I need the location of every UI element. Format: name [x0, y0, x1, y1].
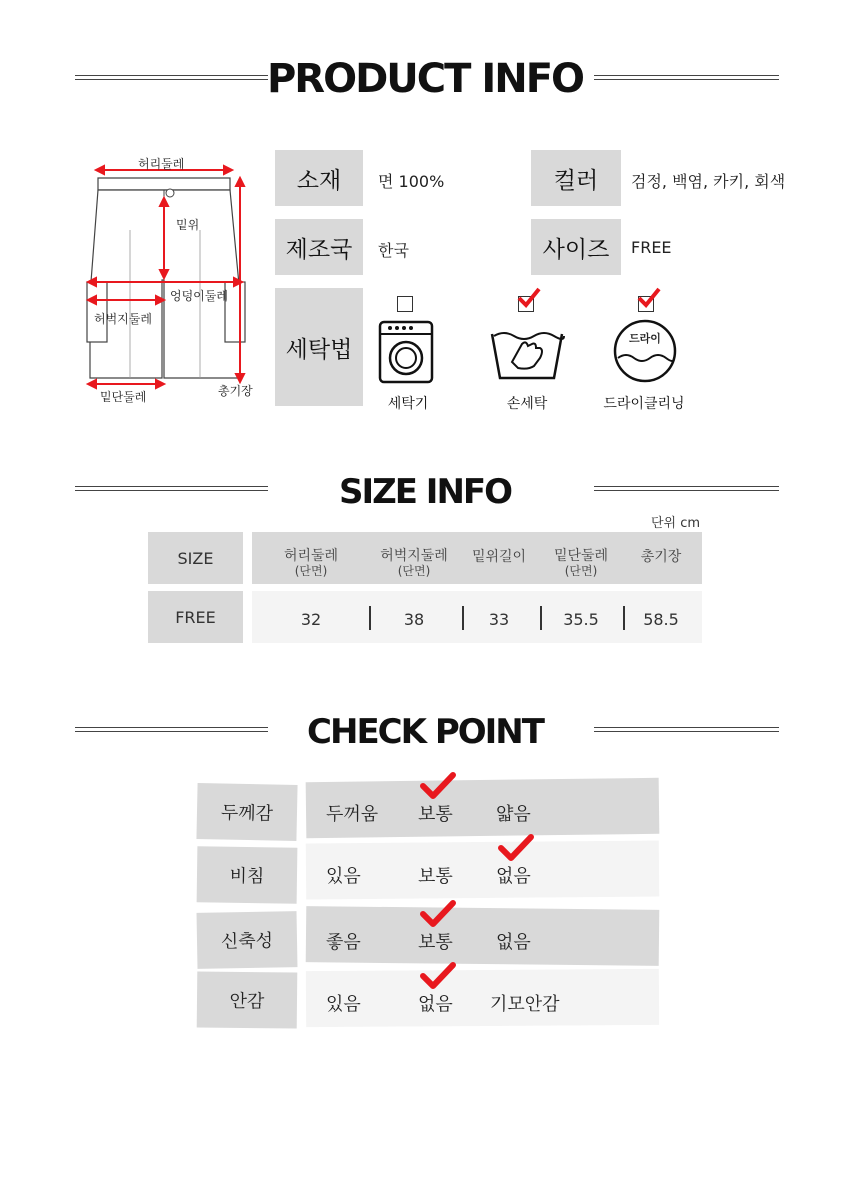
size-column-subname: (단면): [397, 564, 431, 578]
check-point-option: 있음: [326, 866, 361, 887]
check-point-option: 없음: [418, 994, 453, 1015]
check-point-option: 없음: [496, 866, 531, 887]
wash-label: 세탁법: [275, 288, 363, 406]
shorts-diagram: [80, 150, 260, 410]
care-checkbox-machine: [397, 296, 413, 312]
checkmark-icon: [498, 834, 534, 862]
size-header: SIZE: [148, 532, 243, 584]
title-rule-right: [594, 727, 779, 732]
check-point-option: 보통: [418, 804, 453, 825]
dry-clean-badge: 드라이: [629, 332, 661, 345]
material-value: 면 100%: [378, 172, 445, 191]
checkmark-icon: [420, 772, 456, 800]
checkmark-icon: [636, 286, 662, 314]
diagram-label-length: 총기장: [218, 384, 253, 398]
check-point-option: 보통: [418, 866, 453, 887]
hand-wash-icon: [488, 322, 566, 390]
color-label: 컬러: [531, 150, 621, 206]
checkmark-icon: [516, 286, 542, 314]
size-column-header: [369, 549, 459, 579]
product-info-title: PRODUCT INFO: [266, 56, 584, 102]
check-point-title: CHECK POINT: [307, 712, 543, 752]
size-info-title: SIZE INFO: [338, 472, 512, 512]
size-column-name: 허벅지둘레: [380, 548, 448, 564]
check-point-option: 두꺼움: [326, 804, 379, 825]
diagram-label-hip: 엉덩이둘레: [170, 289, 228, 303]
size-column-header: [616, 550, 706, 565]
check-point-option: 기모안감: [490, 994, 560, 1015]
care-label-dry: 드라이클리닝: [603, 396, 685, 412]
size-separator: [462, 606, 464, 630]
check-point-label: 신축성: [197, 911, 298, 969]
size-separator: [540, 606, 542, 630]
size-column-name: 밑단둘레: [553, 548, 609, 564]
size-column-header: [266, 549, 356, 579]
size-separator: [623, 606, 625, 630]
shorts-illustration-icon: [80, 150, 260, 410]
size-value-cell: 38: [403, 610, 425, 629]
size-column-header: [454, 550, 544, 565]
diagram-label-hem: 밑단둘레: [100, 390, 147, 404]
check-point-label: 두께감: [196, 783, 297, 841]
title-rule-right: [594, 75, 779, 80]
checkmark-icon: [420, 900, 456, 928]
diagram-label-rise: 밑위: [176, 218, 200, 232]
size-column-header: [536, 549, 626, 579]
size-column-name: 총기장: [640, 549, 682, 565]
origin-label: 제조국: [275, 219, 363, 275]
size-column-name: 밑위길이: [471, 549, 527, 565]
size-column-name: 허리둘레: [283, 548, 339, 564]
dry-clean-icon: [612, 318, 678, 388]
size-value: FREE: [631, 238, 672, 257]
size-value-cell: 33: [488, 610, 510, 629]
checkmark-icon: [420, 962, 456, 990]
size-separator: [369, 606, 371, 630]
check-point-label: 비침: [197, 846, 298, 903]
check-point-option: 보통: [418, 932, 453, 953]
size-value-cell: 35.5: [563, 610, 599, 629]
color-value: 검정, 백염, 카키, 회색: [631, 172, 786, 191]
size-column-subname: (단면): [294, 564, 328, 578]
size-value-cell: 58.5: [643, 610, 679, 629]
check-point-label: 안감: [197, 971, 298, 1028]
diagram-label-waist: 허리둘레: [138, 157, 185, 171]
size-value-cell: 32: [300, 610, 322, 629]
check-point-option: 없음: [496, 932, 531, 953]
care-label-hand: 손세탁: [506, 396, 548, 412]
unit-label: 단위 cm: [651, 516, 701, 531]
check-point-option: 있음: [326, 994, 361, 1015]
check-point-option: 좋음: [326, 932, 361, 953]
size-column-subname: (단면): [564, 564, 598, 578]
washing-machine-icon: [378, 320, 434, 388]
size-label: 사이즈: [531, 219, 621, 275]
title-rule-right: [594, 486, 779, 491]
size-row-label: FREE: [148, 591, 243, 643]
check-point-option: 얇음: [496, 804, 531, 825]
diagram-label-thigh: 허벅지둘레: [94, 312, 152, 326]
care-label-machine: 세탁기: [387, 396, 429, 412]
material-label: 소재: [275, 150, 363, 206]
origin-value: 한국: [378, 241, 409, 260]
